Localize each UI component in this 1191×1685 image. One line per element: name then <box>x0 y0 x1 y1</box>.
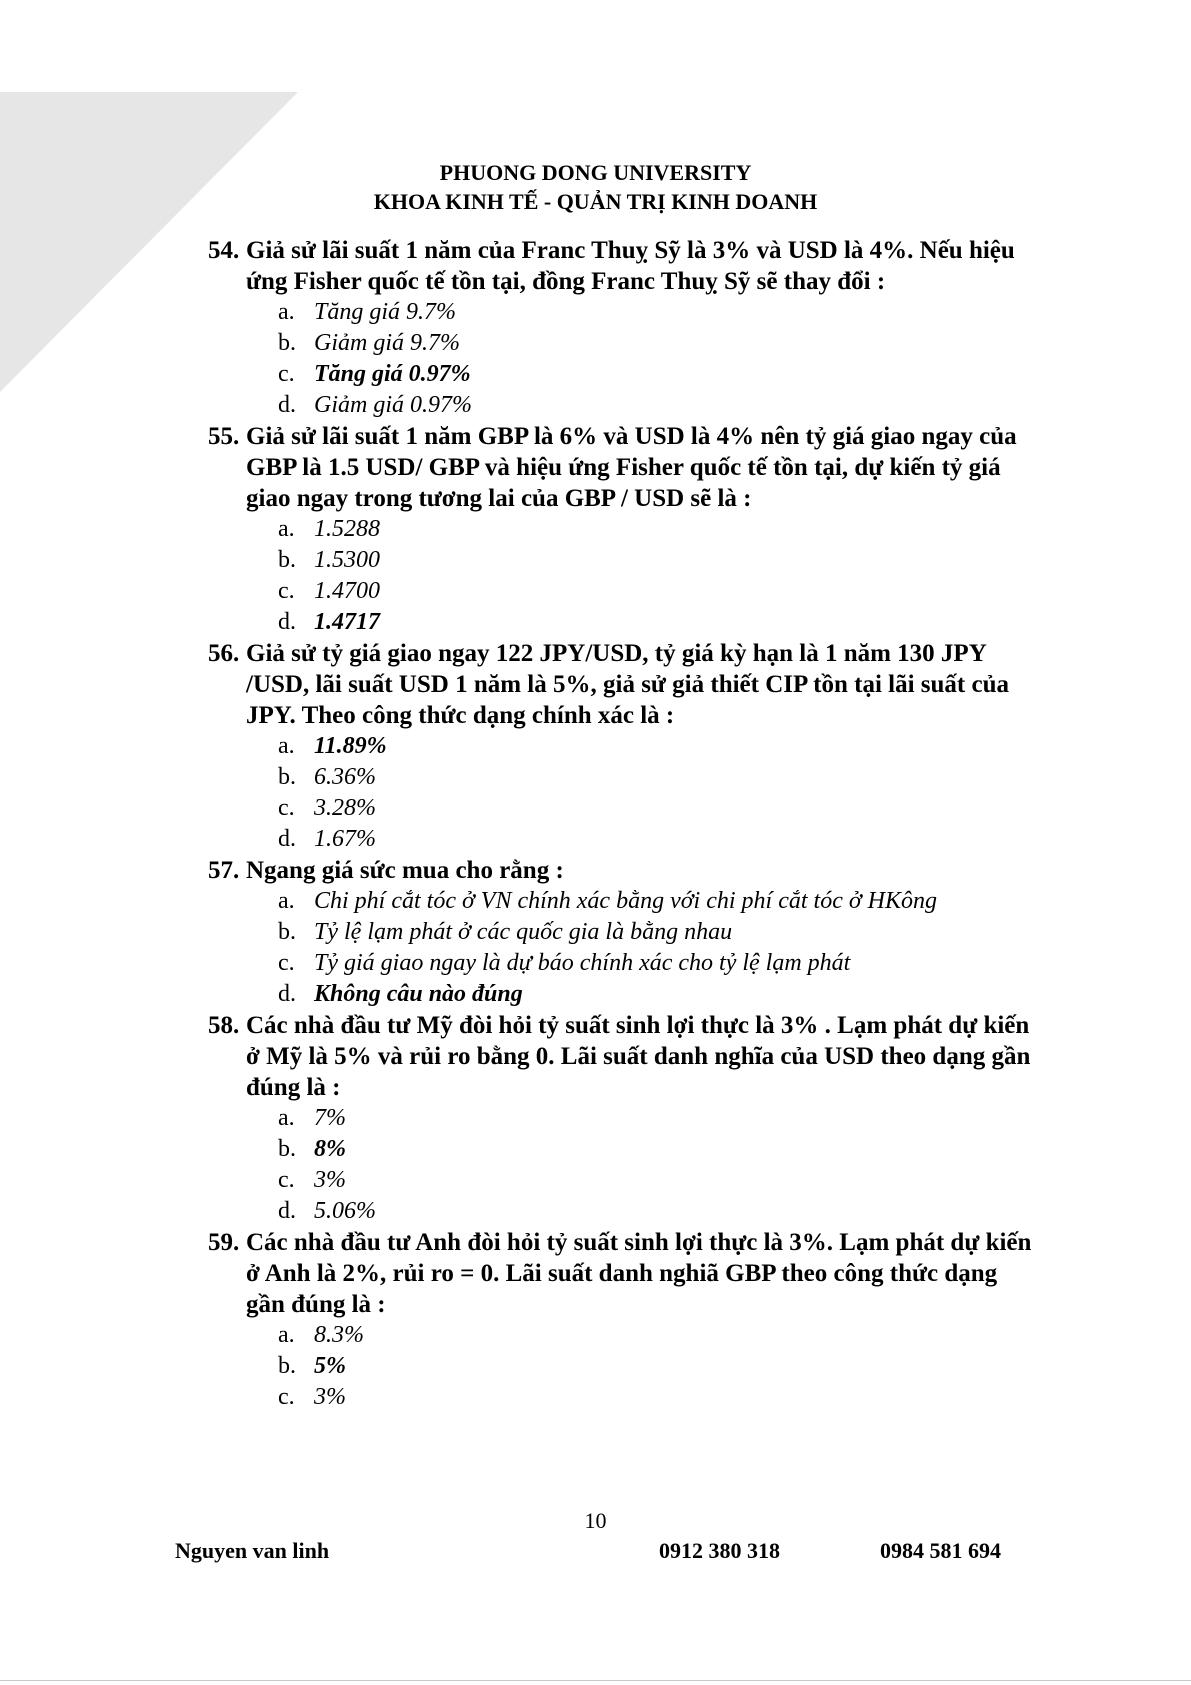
question-text: Giả sử tỷ giá giao ngay 122 JPY/USD, tỷ giá kỳ hạn là 1 năm 130 JPY /USD, lãi suất USD 1 năm là 5%, giả sử giả thiết CIP tồn tại lãi suất của JPY. Theo công thức dạng chính xác là : <box>246 640 1009 729</box>
answer-option <box>208 514 1038 545</box>
answer-option <box>208 1196 1038 1227</box>
answer-options <box>208 1103 1038 1227</box>
answer-option <box>208 576 1038 607</box>
option-letter: b. <box>278 330 296 356</box>
option-letter: b. <box>278 1353 296 1379</box>
option-letter: c. <box>278 950 295 976</box>
question-59 <box>208 1227 1038 1413</box>
faculty-name: KHOA KINH TẾ - QUẢN TRỊ KINH DOANH <box>373 189 818 214</box>
option-text: Giảm giá 9.7% <box>314 330 460 356</box>
answer-option <box>208 917 1038 948</box>
question-stem <box>208 1227 1038 1320</box>
answer-option <box>208 762 1038 793</box>
question-stem <box>208 855 1038 886</box>
option-text: Tăng giá 9.7% <box>314 299 457 325</box>
option-text: 1.4700 <box>314 578 380 604</box>
option-letter: d. <box>278 826 296 852</box>
answer-options <box>208 514 1038 638</box>
option-text: 3.28% <box>314 795 376 821</box>
option-text: 3% <box>314 1384 346 1410</box>
question-number: 58. <box>208 1012 240 1039</box>
university-name: PHUONG DONG UNIVERSITY <box>439 160 752 185</box>
option-text: Tăng giá 0.97% <box>314 361 471 387</box>
option-letter: d. <box>278 609 296 635</box>
question-58 <box>208 1010 1038 1227</box>
footer-author-name: Nguyen van linh <box>175 1538 330 1563</box>
option-text: Tỷ giá giao ngay là dự báo chính xác cho tỷ lệ lạm phát <box>314 950 851 976</box>
question-stem <box>208 638 1038 731</box>
answer-option-correct <box>208 731 1038 762</box>
question-number: 59. <box>208 1229 240 1256</box>
answer-option <box>208 545 1038 576</box>
option-letter: a. <box>278 299 295 325</box>
question-55 <box>208 421 1038 638</box>
page-header <box>0 158 1191 216</box>
option-letter: b. <box>278 547 296 573</box>
option-text: 1.5300 <box>314 547 380 573</box>
question-number: 55. <box>208 423 240 450</box>
option-letter: b. <box>278 764 296 790</box>
option-letter: a. <box>278 1322 295 1348</box>
question-list <box>208 235 1038 1413</box>
question-stem <box>208 235 1038 297</box>
option-text: Chi phí cắt tóc ở VN chính xác bằng với chi phí cắt tóc ở HKông <box>314 888 937 914</box>
option-text: 8% <box>314 1136 346 1162</box>
question-text: Các nhà đầu tư Anh đòi hỏi tỷ suất sinh lợi thực là 3%. Lạm phát dự kiến ở Anh là 2%, rủi ro = 0. Lãi suất danh nghiã GBP theo công thức dạng gần đúng là : <box>246 1229 1032 1318</box>
option-letter: c. <box>278 1167 295 1193</box>
question-number: 54. <box>208 237 240 264</box>
answer-option <box>208 1103 1038 1134</box>
question-text: Ngang giá sức mua cho rằng : <box>246 857 564 884</box>
option-letter: a. <box>278 1105 295 1131</box>
footer-phone-2: 0984 581 694 <box>880 1538 1001 1563</box>
question-number: 56. <box>208 640 240 667</box>
question-56 <box>208 638 1038 855</box>
answer-option-correct <box>208 1134 1038 1165</box>
option-text: 3% <box>314 1167 346 1193</box>
option-letter: b. <box>278 1136 296 1162</box>
option-letter: a. <box>278 733 295 759</box>
answer-option-correct <box>208 607 1038 638</box>
option-letter: c. <box>278 578 295 604</box>
answer-option-correct <box>208 979 1038 1010</box>
bottom-divider <box>0 1680 1191 1681</box>
footer-phone-1: 0912 380 318 <box>659 1538 780 1563</box>
option-letter: b. <box>278 919 296 945</box>
option-letter: a. <box>278 888 295 914</box>
question-54 <box>208 235 1038 421</box>
option-text: Tỷ lệ lạm phát ở các quốc gia là bằng nhau <box>314 919 733 945</box>
answer-options <box>208 886 1038 1010</box>
option-text: 5.06% <box>314 1198 376 1224</box>
option-letter: a. <box>278 516 295 542</box>
answer-option <box>208 1165 1038 1196</box>
option-letter: d. <box>278 1198 296 1224</box>
answer-option <box>208 328 1038 359</box>
option-text: 5% <box>314 1353 346 1379</box>
option-text: 1.4717 <box>314 609 380 635</box>
question-stem <box>208 421 1038 514</box>
answer-option <box>208 1320 1038 1351</box>
question-text: Giả sử lãi suất 1 năm của Franc Thuỵ Sỹ là 3% và USD là 4%. Nếu hiệu ứng Fisher quốc tế tồn tại, đồng Franc Thuỵ Sỹ sẽ thay đổi : <box>246 237 1015 295</box>
option-text: 1.67% <box>314 826 376 852</box>
answer-option <box>208 793 1038 824</box>
option-letter: c. <box>278 361 295 387</box>
answer-option <box>208 390 1038 421</box>
answer-option <box>208 886 1038 917</box>
option-text: 7% <box>314 1105 346 1131</box>
answer-option <box>208 297 1038 328</box>
answer-option-correct <box>208 359 1038 390</box>
answer-options <box>208 731 1038 855</box>
option-text: 1.5288 <box>314 516 380 542</box>
option-text: 11.89% <box>314 733 387 759</box>
question-number: 57. <box>208 857 240 884</box>
question-text: Các nhà đầu tư Mỹ đòi hỏi tỷ suất sinh lợi thực là 3% . Lạm phát dự kiến ở Mỹ là 5% và rủi ro bằng 0. Lãi suất danh nghĩa của USD theo dạng gần đúng là : <box>246 1012 1031 1101</box>
option-letter: c. <box>278 795 295 821</box>
answer-option <box>208 824 1038 855</box>
option-text: Giảm giá 0.97% <box>314 392 472 418</box>
option-letter: d. <box>278 981 296 1007</box>
answer-options <box>208 297 1038 421</box>
question-57 <box>208 855 1038 1010</box>
answer-option <box>208 948 1038 979</box>
option-letter: c. <box>278 1384 295 1410</box>
answer-option <box>208 1382 1038 1413</box>
question-stem <box>208 1010 1038 1103</box>
option-letter: d. <box>278 392 296 418</box>
question-text: Giả sử lãi suất 1 năm GBP là 6% và USD là 4% nên tỷ giá giao ngay của GBP là 1.5 USD/ GBP và hiệu ứng Fisher quốc tế tồn tại, dự kiến tỷ giá giao ngay trong tương lai của GBP / USD sẽ là : <box>246 423 1017 512</box>
option-text: Không câu nào đúng <box>314 981 523 1007</box>
answer-option-correct <box>208 1351 1038 1382</box>
page-number: 10 <box>584 1508 607 1533</box>
option-text: 6.36% <box>314 764 376 790</box>
answer-options <box>208 1320 1038 1413</box>
option-text: 8.3% <box>314 1322 364 1348</box>
